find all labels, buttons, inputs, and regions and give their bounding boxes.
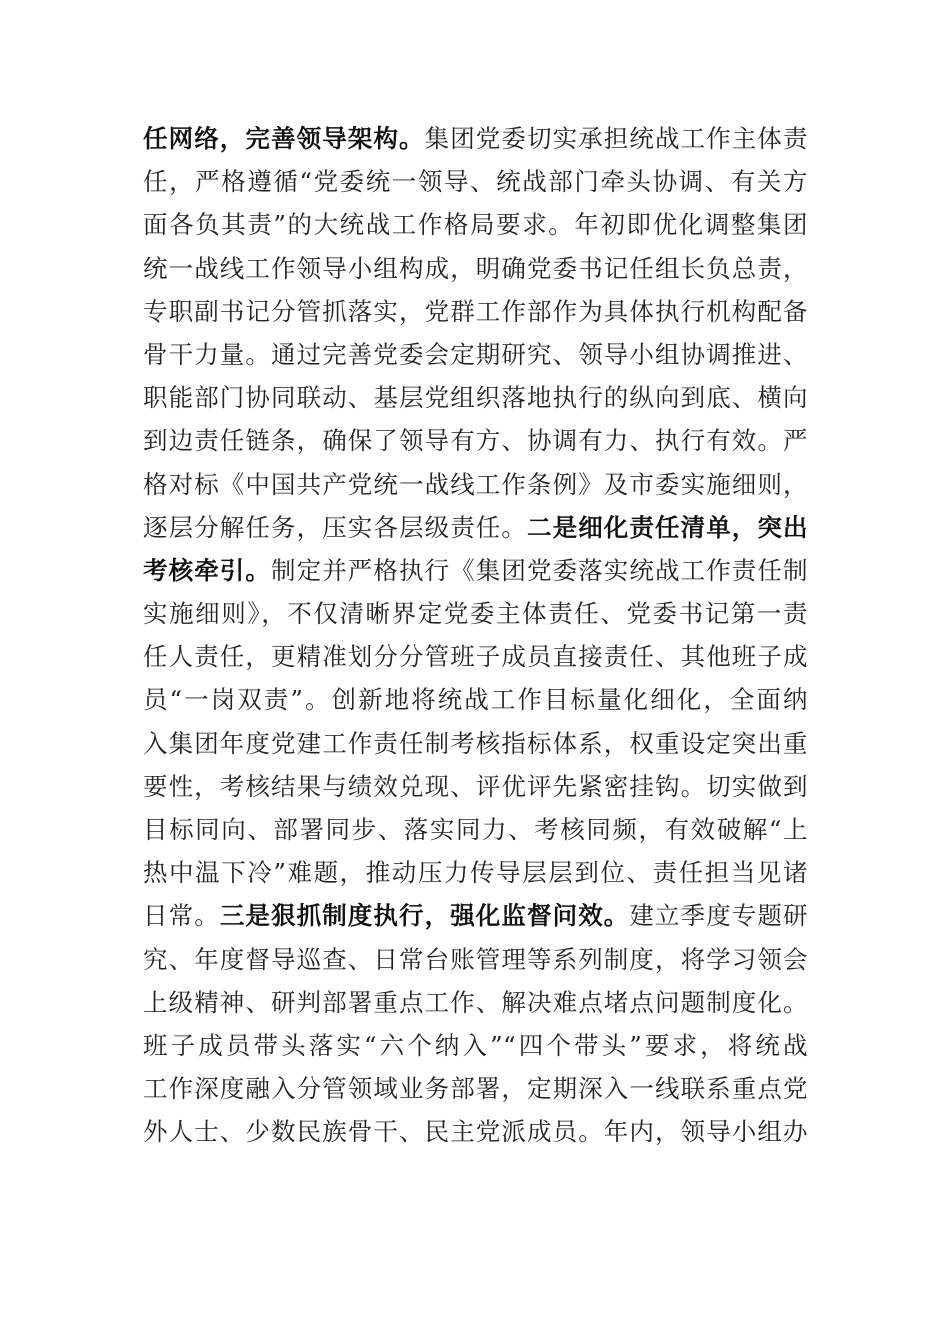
body-text: 员“一岗双责”。创新地将统战工作目标量化细化，全面纳 [143, 685, 808, 715]
bold-heading-text: 二是细化责任清单，突出 [527, 512, 808, 542]
text-line [143, 592, 808, 635]
body-text: 任，严格遵循“党委统一领导、统战部门牵头协调、有关方 [143, 167, 808, 197]
text-line [143, 203, 808, 246]
text-line [143, 117, 808, 160]
text-line [143, 376, 808, 419]
body-text: 上级精神、研判部署重点工作、解决难点堵点问题制度化。 [143, 987, 808, 1017]
text-line [143, 333, 808, 376]
text-line [143, 247, 808, 290]
body-text: 统一战线工作领导小组构成，明确党委书记任组长负总责， [143, 253, 808, 283]
text-line [143, 678, 808, 721]
body-paragraph [143, 117, 808, 1154]
body-text: 实施细则》，不仅清晰界定党委主体责任、党委书记第一责 [143, 599, 808, 629]
text-line [143, 635, 808, 678]
text-line [143, 506, 808, 549]
text-line [143, 419, 808, 462]
text-line [143, 1110, 808, 1153]
body-text: 面各负其责”的大统战工作格局要求。年初即优化调整集团 [143, 210, 808, 240]
text-line [143, 894, 808, 937]
text-line [143, 160, 808, 203]
text-line [143, 765, 808, 808]
body-text: 逐层分解任务，压实各层级责任。 [143, 512, 527, 542]
text-line [143, 722, 808, 765]
body-text: 外人士、少数民族骨干、民主党派成员。年内，领导小组办 [143, 1117, 808, 1147]
body-text: 骨干力量。通过完善党委会定期研究、领导小组协调推进、 [143, 339, 808, 369]
text-line [143, 1067, 808, 1110]
body-text: 制定并严格执行《集团党委落实统战工作责任制 [271, 555, 808, 585]
body-text: 任人责任，更精准划分分管班子成员直接责任、其他班子成 [143, 642, 808, 672]
body-text: 建立季度专题研 [629, 901, 808, 931]
text-line [143, 808, 808, 851]
bold-heading-text: 三是狠抓制度执行，强化监督问效。 [219, 901, 630, 931]
body-text: 日常。 [143, 901, 220, 931]
body-text: 专职副书记分管抓落实，党群工作部作为具体执行机构配备 [143, 296, 808, 326]
body-text: 到边责任链条，确保了领导有方、协调有力、执行有效。严 [143, 426, 808, 456]
body-text: 集团党委切实承担统战工作主体责 [424, 124, 808, 153]
text-line [143, 851, 808, 894]
body-text: 目标同向、部署同步、落实同力、考核同频，有效破解“上 [143, 815, 808, 844]
text-line [143, 981, 808, 1024]
text-line [143, 549, 808, 592]
body-text: 班子成员带头落实“六个纳入”“四个带头”要求，将统战 [143, 1030, 808, 1060]
text-line [143, 938, 808, 981]
text-line [143, 463, 808, 506]
body-text: 要性，考核结果与绩效兑现、评优评先紧密挂钩。切实做到 [143, 771, 808, 801]
body-text: 职能部门协同联动、基层党组织落地执行的纵向到底、横向 [143, 383, 808, 413]
body-text: 究、年度督导巡查、日常台账管理等系列制度，将学习领会 [143, 944, 808, 974]
body-text: 工作深度融入分管领域业务部署，定期深入一线联系重点党 [143, 1074, 808, 1104]
body-text: 格对标《中国共产党统一战线工作条例》及市委实施细则， [143, 469, 808, 499]
bold-heading-text: 任网络，完善领导架构。 [143, 124, 425, 153]
body-text: 热中温下冷”难题，推动压力传导层层到位、责任担当见诸 [143, 858, 808, 888]
text-line [143, 1024, 808, 1067]
body-text: 入集团年度党建工作责任制考核指标体系，权重设定突出重 [143, 728, 808, 758]
text-line [143, 290, 808, 333]
bold-heading-text: 考核牵引。 [143, 555, 271, 585]
